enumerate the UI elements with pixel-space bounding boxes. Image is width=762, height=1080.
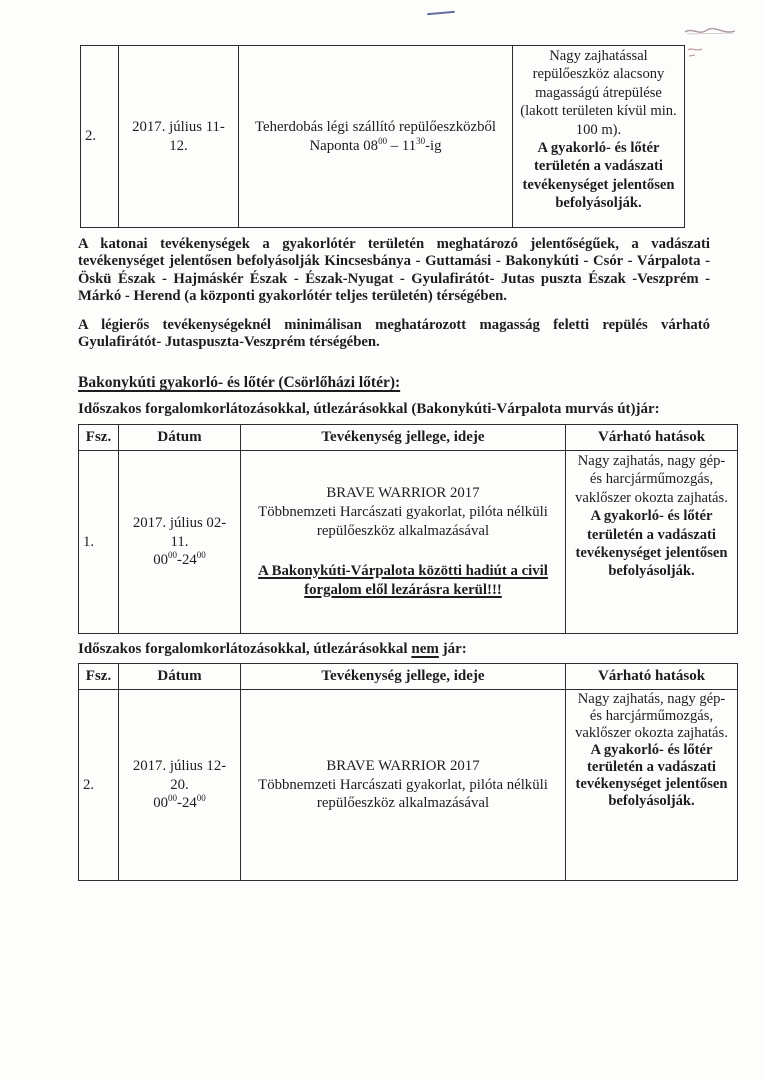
header-fsz: Fsz.	[79, 425, 119, 451]
row-number-cell: 1.	[79, 451, 119, 634]
date-line: 20.	[170, 776, 189, 793]
scan-artifact-pen-dash	[427, 11, 455, 15]
exercise-title: BRAVE WARRIOR 2017	[326, 757, 480, 774]
header-datum: Dátum	[119, 425, 241, 451]
date-line: 11.	[170, 533, 189, 550]
header-effects: Várható hatások	[566, 425, 738, 451]
activity-block	[245, 484, 561, 541]
road-closure-warning: A Bakonykúti-Várpalota közötti hadiút a civil forgalom elől lezárásra kerül!!!	[258, 562, 548, 598]
date-cell	[119, 690, 241, 881]
header-fsz: Fsz.	[79, 664, 119, 690]
activity-time	[243, 137, 508, 156]
time-text: -ig	[425, 137, 442, 154]
date-line: 2017. július 11-	[132, 118, 225, 135]
time-superscript: 00	[196, 793, 206, 804]
scan-artifact-squiggle	[683, 24, 737, 38]
activity-cell	[239, 46, 513, 228]
table-header-row	[79, 664, 738, 690]
activity-text: Teherdobás légi szállító repülőeszközből	[255, 118, 496, 135]
time-superscript: 30	[416, 135, 426, 146]
header-activity: Tevékenység jellege, ideje	[241, 664, 566, 690]
time-text: -24	[177, 552, 197, 569]
table-row	[79, 451, 738, 634]
effects-text-bold: A gyakorló- és lőtér területén a vadászati tevékenységet jelentősen befolyásolják.	[575, 508, 728, 580]
paragraph-airforce-flights: A légierős tevékenységeknél minimálisan meghatározott magasság feletti repülés várható Gyulafirátót- Jutaspuszta-Veszprém térségében.	[78, 317, 710, 351]
exercise-title: BRAVE WARRIOR 2017	[326, 485, 480, 502]
section-heading: Bakonykúti gyakorló- és lőtér (Csörlőházi lőtér):	[78, 374, 401, 391]
header-effects: Várható hatások	[566, 664, 738, 690]
subtitle-text: Időszakos forgalomkorlátozásokkal, útlezárásokkal	[78, 641, 412, 657]
table-header-row	[79, 425, 738, 451]
date-line: 2017. július 02-	[132, 514, 227, 531]
table-row	[81, 46, 685, 228]
time-text: Naponta 08	[309, 137, 379, 154]
time-superscript: 00	[168, 793, 178, 804]
continuation-table	[80, 45, 685, 228]
header-datum: Dátum	[119, 664, 241, 690]
effects-text: Nagy zajhatás, nagy gép- és harcjárműmozgás, vaklőszer okozta zajhatás.	[575, 453, 728, 506]
scan-artifact-mark	[686, 46, 704, 60]
subtitle-road-closures: Időszakos forgalomkorlátozásokkal, útlezárásokkal (Bakonykúti-Várpalota murvás út)jár:	[78, 401, 660, 417]
subtitle-no-road-closures	[78, 641, 467, 658]
row-number-cell: 2.	[81, 46, 119, 228]
time-range	[123, 551, 236, 570]
header-activity: Tevékenység jellege, ideje	[241, 425, 566, 451]
table-row	[79, 690, 738, 881]
date-cell	[119, 46, 239, 228]
time-range	[123, 794, 236, 813]
time-superscript: 00	[378, 135, 388, 146]
time-text: -24	[177, 795, 197, 812]
paragraph-military-activities: A katonai tevékenységek a gyakorlótér területén meghatározó jelentőségűek, a vadászati tevékenységet jelentősen befolyásolják Kincsesbánya - Guttamási - Bakonykúti - Csór - Várpalota - Öskü Észak - Hajmáskér Észak - Észak-Nyugat - Gyulafirátót- Jutas puszta Észak -Veszprém - Márkó - Herend (a központi gyakorlótér teljes területén) térségében.	[78, 236, 710, 304]
time-superscript: 00	[196, 550, 206, 561]
time-superscript: 00	[168, 550, 178, 561]
subtitle-text: jár:	[438, 641, 467, 657]
time-text: 00	[153, 795, 169, 812]
time-text: 00	[153, 552, 169, 569]
subtitle-emphasis: nem	[411, 641, 439, 657]
activity-cell	[241, 451, 566, 634]
exercise-description: Többnemzeti Harcászati gyakorlat, pilóta nélküli repülőeszköz alkalmazásával	[258, 776, 548, 812]
effects-text: Nagy zajhatással repülőeszköz alacsony magasságú átrepülése (lakott területen kívül min. 100 m).	[520, 48, 677, 138]
time-text: – 11	[387, 137, 417, 154]
date-line: 12.	[169, 137, 188, 154]
effects-text-bold: A gyakorló- és lőtér területén a vadászati tevékenységet jelentősen befolyásolják.	[522, 139, 675, 211]
exercise-description: Többnemzeti Harcászati gyakorlat, pilóta nélküli repülőeszköz alkalmazásával	[258, 504, 548, 540]
row-number-cell: 2.	[79, 690, 119, 881]
effects-text: Nagy zajhatás, nagy gép- és harcjárműmozgás, vaklőszer okozta zajhatás.	[575, 691, 728, 742]
closures-table	[78, 424, 738, 634]
effects-cell	[513, 46, 685, 228]
date-line: 2017. július 12-	[132, 757, 227, 774]
no-closures-table	[78, 663, 738, 881]
effects-cell	[566, 690, 738, 881]
date-cell	[119, 451, 241, 634]
activity-cell	[241, 690, 566, 881]
effects-cell	[566, 451, 738, 634]
activity-block	[245, 757, 561, 814]
effects-text-bold: A gyakorló- és lőtér területén a vadászati tevékenységet jelentősen befolyásolják.	[575, 742, 728, 810]
